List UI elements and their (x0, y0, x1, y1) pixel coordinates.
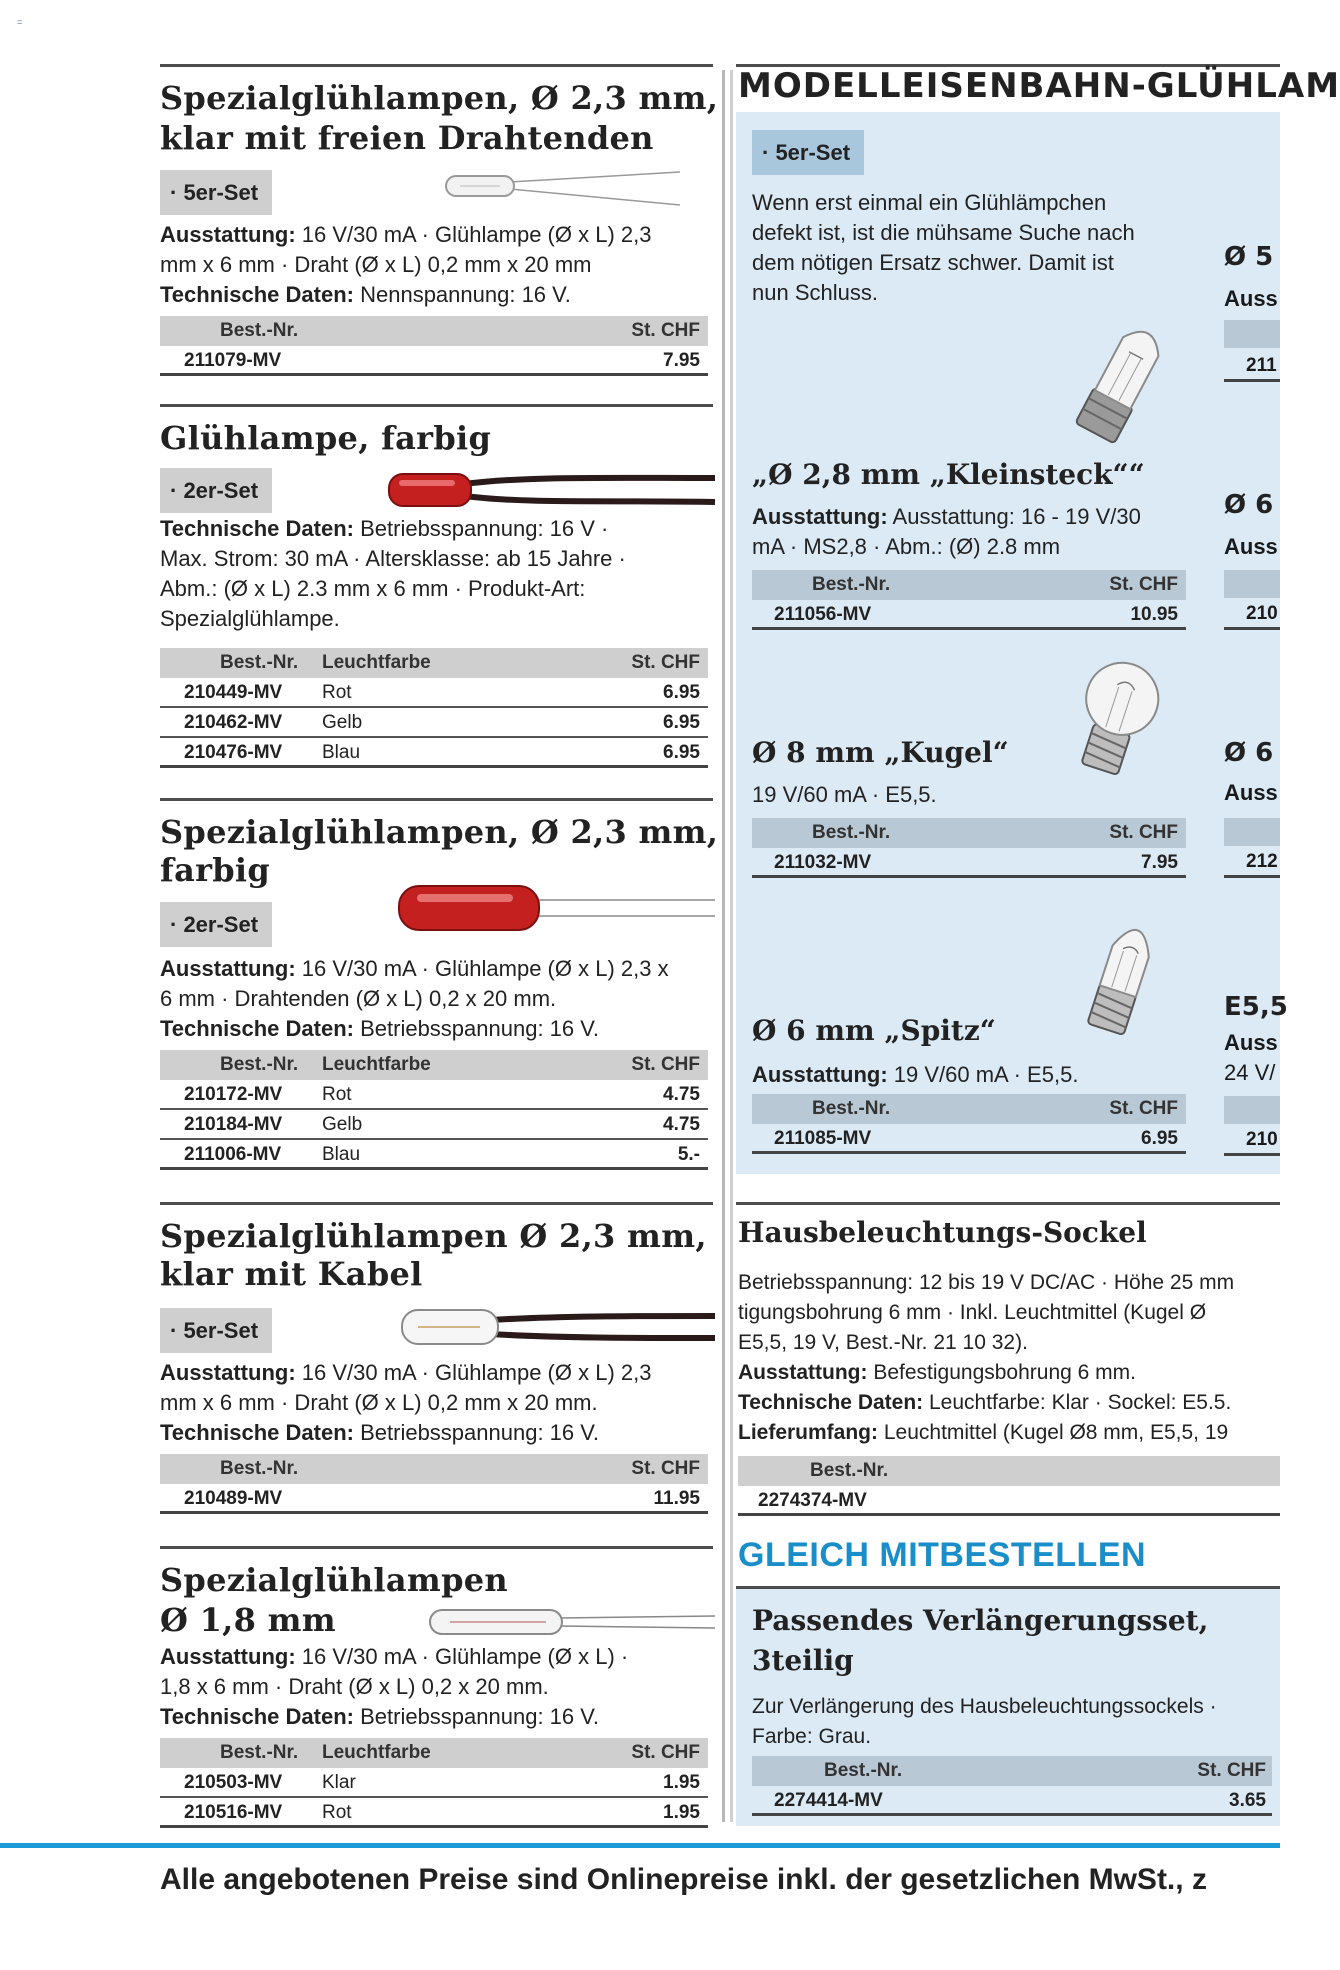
spec-value: Leuchtmittel (Kugel Ø8 mm, E5,5, 19 (878, 1421, 1229, 1444)
spec-value: Befestigungsbohrung 6 mm. (867, 1361, 1136, 1384)
price: 6.95 (663, 742, 700, 763)
table-row (160, 678, 708, 708)
spec-line: Zur Verlängerung des Hausbeleuchtungssockels · (752, 1695, 1217, 1718)
light-color: Gelb (322, 712, 363, 733)
price: 1.95 (663, 1802, 700, 1823)
price-disclaimer: Alle angebotenen Preise sind Onlinepreise inkl. der gesetzlichen MwSt., z (160, 1863, 1207, 1896)
table-row (160, 1110, 708, 1140)
spec-label: Ausstattung: (752, 1062, 888, 1087)
footer-rule (0, 1843, 1280, 1848)
light-color: Blau (322, 742, 361, 763)
intro-text (752, 188, 1182, 308)
product-title-line2: farbig (160, 851, 271, 889)
kugel-bulb-icon (1062, 650, 1172, 780)
set-badge: · 5er-Set (160, 170, 272, 215)
spec-value: Ausstattung: 16 - 19 V/30 (887, 504, 1141, 529)
order-table (160, 648, 708, 768)
light-color: Rot (322, 1084, 352, 1105)
edge-order-number: 212 (1224, 848, 1280, 878)
spec-label: Ausstattung: (160, 1360, 296, 1385)
col-header-nr: Best.-Nr. (810, 1460, 889, 1481)
spec-line: Betriebsspannung: 12 bis 19 V DC/AC · Höhe 25 mm (738, 1271, 1235, 1294)
spec-line (160, 514, 720, 544)
set-badge: · 5er-Set (752, 130, 864, 175)
spec-value: Betriebsspannung: 16 V · (353, 516, 609, 541)
col-header-nr: Best.-Nr. (812, 574, 891, 595)
table-header (752, 1756, 1272, 1786)
set-badge: · 2er-Set (160, 468, 272, 513)
section-rule (160, 798, 713, 801)
price: 7.95 (1141, 852, 1178, 873)
edge-table-header (1224, 320, 1280, 348)
light-color: Blau (322, 1144, 361, 1165)
spec-line: 1,8 x 6 mm · Draht (Ø x L) 0,2 x 20 mm. (160, 1674, 549, 1699)
order-number: 211006-MV (184, 1144, 282, 1165)
spec-label: Ausstattung: (160, 956, 296, 981)
section-rule (160, 64, 713, 67)
spec-line: 6 mm · Drahtenden (Ø x L) 0,2 x 20 mm. (160, 986, 557, 1011)
section-rule (160, 1546, 713, 1549)
product-title-line2: Ø 1,8 mm (160, 1601, 336, 1639)
edge-table-header (1224, 570, 1280, 598)
price: 4.75 (663, 1114, 700, 1135)
order-number: 210462-MV (184, 712, 283, 733)
spec-value: Betriebsspannung: 16 V. (353, 1704, 600, 1729)
category-title: MODELLEISENBAHN-GLÜHLAM (738, 66, 1340, 106)
table-row (752, 1124, 1186, 1154)
price: 6.95 (663, 682, 700, 703)
spec-label: Ausstattung: (738, 1361, 868, 1384)
spec-label: Technische Daten: (160, 1420, 354, 1445)
order-table (160, 1050, 708, 1170)
spec-line (160, 1358, 720, 1388)
set-badge: · 5er-Set (160, 1308, 272, 1353)
price: 7.95 (663, 350, 700, 371)
haus-top-rule (736, 1202, 1280, 1205)
col-header-nr: Best.-Nr. (812, 1098, 891, 1119)
spec-label: Technische Daten: (160, 282, 354, 307)
edge-title: Ø 6 (1224, 738, 1274, 768)
table-header (738, 1456, 1280, 1486)
order-table (752, 1756, 1272, 1816)
spec-label: Technische Daten: (160, 516, 354, 541)
spec-label: Technische Daten: (738, 1391, 924, 1414)
edge-text: Auss (1224, 286, 1278, 311)
col-header-price: St. CHF (631, 1458, 700, 1479)
table-row (160, 1798, 708, 1828)
edge-title: Ø 6 (1224, 490, 1274, 520)
order-number: 2274414-MV (774, 1790, 883, 1811)
table-row (160, 1140, 708, 1170)
edge-text: Auss (1224, 534, 1278, 559)
edge-text: 24 V/ (1224, 1060, 1276, 1085)
product-title-line2: klar mit freien Drahtenden (160, 119, 654, 157)
order-number: 210172-MV (184, 1084, 283, 1105)
spec-line: mA · MS2,8 · Abm.: (Ø) 2.8 mm (752, 534, 1061, 559)
set-badge: · 2er-Set (160, 902, 272, 947)
price: 6.95 (1141, 1128, 1178, 1149)
product-section-clear-cable (160, 1202, 713, 1522)
spec-value: 16 V/30 mA · Glühlampe (Ø x L) 2,3 x (295, 956, 669, 981)
col-header-nr: Best.-Nr. (812, 822, 891, 843)
spec-line (160, 1418, 720, 1448)
edge-title: E5,5 (1224, 992, 1288, 1022)
table-row (160, 1080, 708, 1110)
product-title-line2: klar mit Kabel (160, 1255, 423, 1293)
red-lamp-wire-icon (395, 880, 715, 936)
table-header (752, 570, 1186, 600)
order-number: 211032-MV (774, 852, 872, 873)
order-table (160, 1454, 708, 1514)
order-number: 210449-MV (184, 682, 283, 703)
red-lamp-cable-icon (385, 466, 715, 514)
table-row (738, 1486, 1280, 1516)
col-header-color: Leuchtfarbe (322, 652, 431, 673)
order-number: 210516-MV (184, 1802, 283, 1823)
col-header-price: St. CHF (631, 320, 700, 341)
cross-sell-heading: GLEICH MITBESTELLEN (738, 1536, 1147, 1574)
spec-value: Betriebsspannung: 16 V. (353, 1016, 600, 1041)
order-number: 211079-MV (184, 350, 282, 371)
order-number: 210476-MV (184, 742, 283, 763)
product-title: Spezialglühlampen, Ø 2,3 mm, (160, 813, 719, 851)
light-color: Rot (322, 682, 352, 703)
spec-line: Max. Strom: 30 mA · Altersklasse: ab 15 Jahre · (160, 546, 626, 571)
product-title: Hausbeleuchtungs-Sockel (738, 1216, 1147, 1249)
col-header-nr: Best.-Nr. (220, 1458, 299, 1479)
edge-text: Auss (1224, 780, 1278, 805)
spec-value: 16 V/30 mA · Glühlampe (Ø x L) 2,3 (295, 1360, 652, 1385)
product-section-colored-lamp (160, 404, 713, 784)
price: 10.95 (1130, 604, 1178, 625)
spec-line (160, 1642, 720, 1672)
spec-value: 16 V/30 mA · Glühlampe (Ø x L) · (295, 1644, 629, 1669)
product-section-1-8mm (160, 1546, 713, 1836)
edge-table-header (1224, 1096, 1280, 1124)
spec-line (738, 1358, 1298, 1388)
price: 6.95 (663, 712, 700, 733)
edge-order-number: 211 (1224, 352, 1280, 382)
spec-label: Ausstattung: (752, 504, 888, 529)
price: 4.75 (663, 1084, 700, 1105)
spec-label: Ausstattung: (160, 1644, 296, 1669)
edge-order-number: 210 (1224, 1126, 1280, 1156)
col-header-price: St. CHF (1109, 822, 1178, 843)
order-table (738, 1456, 1280, 1516)
order-number: 211085-MV (774, 1128, 872, 1149)
col-header-color: Leuchtfarbe (322, 1742, 431, 1763)
order-table (160, 316, 708, 376)
table-row (752, 600, 1186, 630)
spec-value: 19 V/60 mA · E5,5. (887, 1062, 1079, 1087)
small-clear-lamp-icon (410, 1602, 715, 1642)
order-number: 211056-MV (774, 604, 872, 625)
kleinsteck-bulb-icon (1062, 312, 1182, 452)
table-row (160, 1484, 708, 1514)
table-row (160, 738, 708, 768)
intro-line: nun Schluss. (752, 280, 878, 305)
price: 5.- (677, 1144, 700, 1165)
column-divider (722, 70, 725, 1822)
light-color: Klar (322, 1772, 356, 1793)
spec-line: E5,5, 19 V, Best.-Nr. 21 10 32). (738, 1331, 1028, 1354)
price: 1.95 (663, 1772, 700, 1793)
spec-label: Technische Daten: (160, 1704, 354, 1729)
spec-line: Farbe: Grau. (752, 1725, 872, 1748)
light-color: Gelb (322, 1114, 363, 1135)
col-header-nr: Best.-Nr. (220, 652, 299, 673)
spec-line (752, 502, 1182, 532)
spec-value: 16 V/30 mA · Glühlampe (Ø x L) 2,3 (295, 222, 652, 247)
product-title-line2: 3teilig (752, 1644, 854, 1677)
col-header-price: St. CHF (631, 1054, 700, 1075)
edge-text: Auss (1224, 1030, 1278, 1055)
order-table (752, 818, 1186, 878)
table-row (752, 1786, 1272, 1816)
col-header-price: St. CHF (631, 1742, 700, 1763)
col-header-color: Leuchtfarbe (322, 1054, 431, 1075)
section-rule (160, 404, 713, 407)
corner-mark: = (17, 17, 23, 27)
order-number: 2274374-MV (758, 1490, 867, 1511)
col-header-nr: Best.-Nr. (220, 320, 299, 341)
spec-line: Spezialglühlampe. (160, 606, 340, 631)
spec-label: Technische Daten: (160, 1016, 354, 1041)
spec-label: Lieferumfang: (738, 1421, 879, 1444)
spec-line (160, 280, 720, 310)
spec-line: mm x 6 mm · Draht (Ø x L) 0,2 mm x 20 mm. (160, 1390, 598, 1415)
intro-line: Wenn erst einmal ein Glühlämpchen (752, 190, 1107, 215)
spec-label: Ausstattung: (160, 222, 296, 247)
col-header-nr: Best.-Nr. (220, 1054, 299, 1075)
price: 11.95 (653, 1488, 700, 1509)
col-header-price: St. CHF (1109, 1098, 1178, 1119)
table-row (160, 1768, 708, 1798)
light-color: Rot (322, 1802, 352, 1823)
clear-lamp-cable-icon (400, 1302, 715, 1352)
product-section-clear-free-wires (160, 64, 719, 384)
product-title: Spezialglühlampen, Ø 2,3 mm, (160, 79, 719, 117)
order-table (160, 1738, 708, 1828)
table-header (752, 1094, 1186, 1124)
product-title: Spezialglühlampen Ø 2,3 mm, (160, 1217, 707, 1255)
table-row (160, 346, 708, 376)
table-header (160, 1050, 708, 1080)
col-header-price: St. CHF (1109, 574, 1178, 595)
table-row (160, 708, 708, 738)
clear-lamp-wire-icon (440, 162, 710, 212)
col-header-nr: Best.-Nr. (220, 1742, 299, 1763)
spec-value: Nennspannung: 16 V. (353, 282, 571, 307)
spec-line: mm x 6 mm · Draht (Ø x L) 0,2 mm x 20 mm (160, 252, 592, 277)
order-table (752, 570, 1186, 630)
edge-order-number: 210 (1224, 600, 1280, 630)
spec-line (160, 1014, 720, 1044)
spec-line (160, 1702, 720, 1732)
edge-title: Ø 5 (1224, 242, 1274, 272)
table-header (160, 316, 708, 346)
spec-line: 19 V/60 mA · E5,5. (752, 782, 937, 807)
edge-table-header (1224, 818, 1280, 846)
table-header (160, 1738, 708, 1768)
product-section-colored-2-3mm (160, 798, 719, 1178)
order-number: 210503-MV (184, 1772, 283, 1793)
order-number: 210489-MV (184, 1488, 283, 1509)
product-title: Ø 8 mm „Kugel“ (752, 736, 1009, 769)
table-header (160, 1454, 708, 1484)
intro-line: defekt ist, ist die mühsame Suche nach (752, 220, 1135, 245)
spec-line (752, 1060, 1182, 1090)
product-title: Passendes Verlängerungsset, (752, 1604, 1209, 1637)
order-table (752, 1094, 1186, 1154)
spec-line: tigungsbohrung 6 mm · Inkl. Leuchtmittel (Kugel Ø (738, 1301, 1207, 1324)
col-header-nr: Best.-Nr. (824, 1760, 903, 1781)
product-title: Spezialglühlampen (160, 1561, 508, 1599)
spec-value: Leuchtfarbe: Klar · Sockel: E5.5. (923, 1391, 1232, 1414)
spec-value: Betriebsspannung: 16 V. (353, 1420, 600, 1445)
product-title: Glühlampe, farbig (160, 419, 492, 457)
product-title: Ø 6 mm „Spitz“ (752, 1014, 996, 1047)
spec-line (160, 220, 720, 250)
price: 3.65 (1229, 1790, 1266, 1811)
spec-line (160, 954, 720, 984)
order-number: 210184-MV (184, 1114, 283, 1135)
intro-line: dem nötigen Ersatz schwer. Damit ist (752, 250, 1114, 275)
col-header-price: St. CHF (1197, 1760, 1266, 1781)
column-divider-shadow (730, 70, 733, 1822)
spec-line (738, 1388, 1298, 1418)
spec-line (738, 1418, 1298, 1448)
section-rule (160, 1202, 713, 1205)
table-row (752, 848, 1186, 878)
spitz-bulb-icon (1068, 910, 1178, 1040)
table-header (160, 648, 708, 678)
table-header (752, 818, 1186, 848)
col-header-price: St. CHF (631, 652, 700, 673)
product-title: „Ø 2,8 mm „Kleinsteck““ (752, 458, 1145, 491)
spec-line: Abm.: (Ø x L) 2.3 mm x 6 mm · Produkt-Art: (160, 576, 586, 601)
